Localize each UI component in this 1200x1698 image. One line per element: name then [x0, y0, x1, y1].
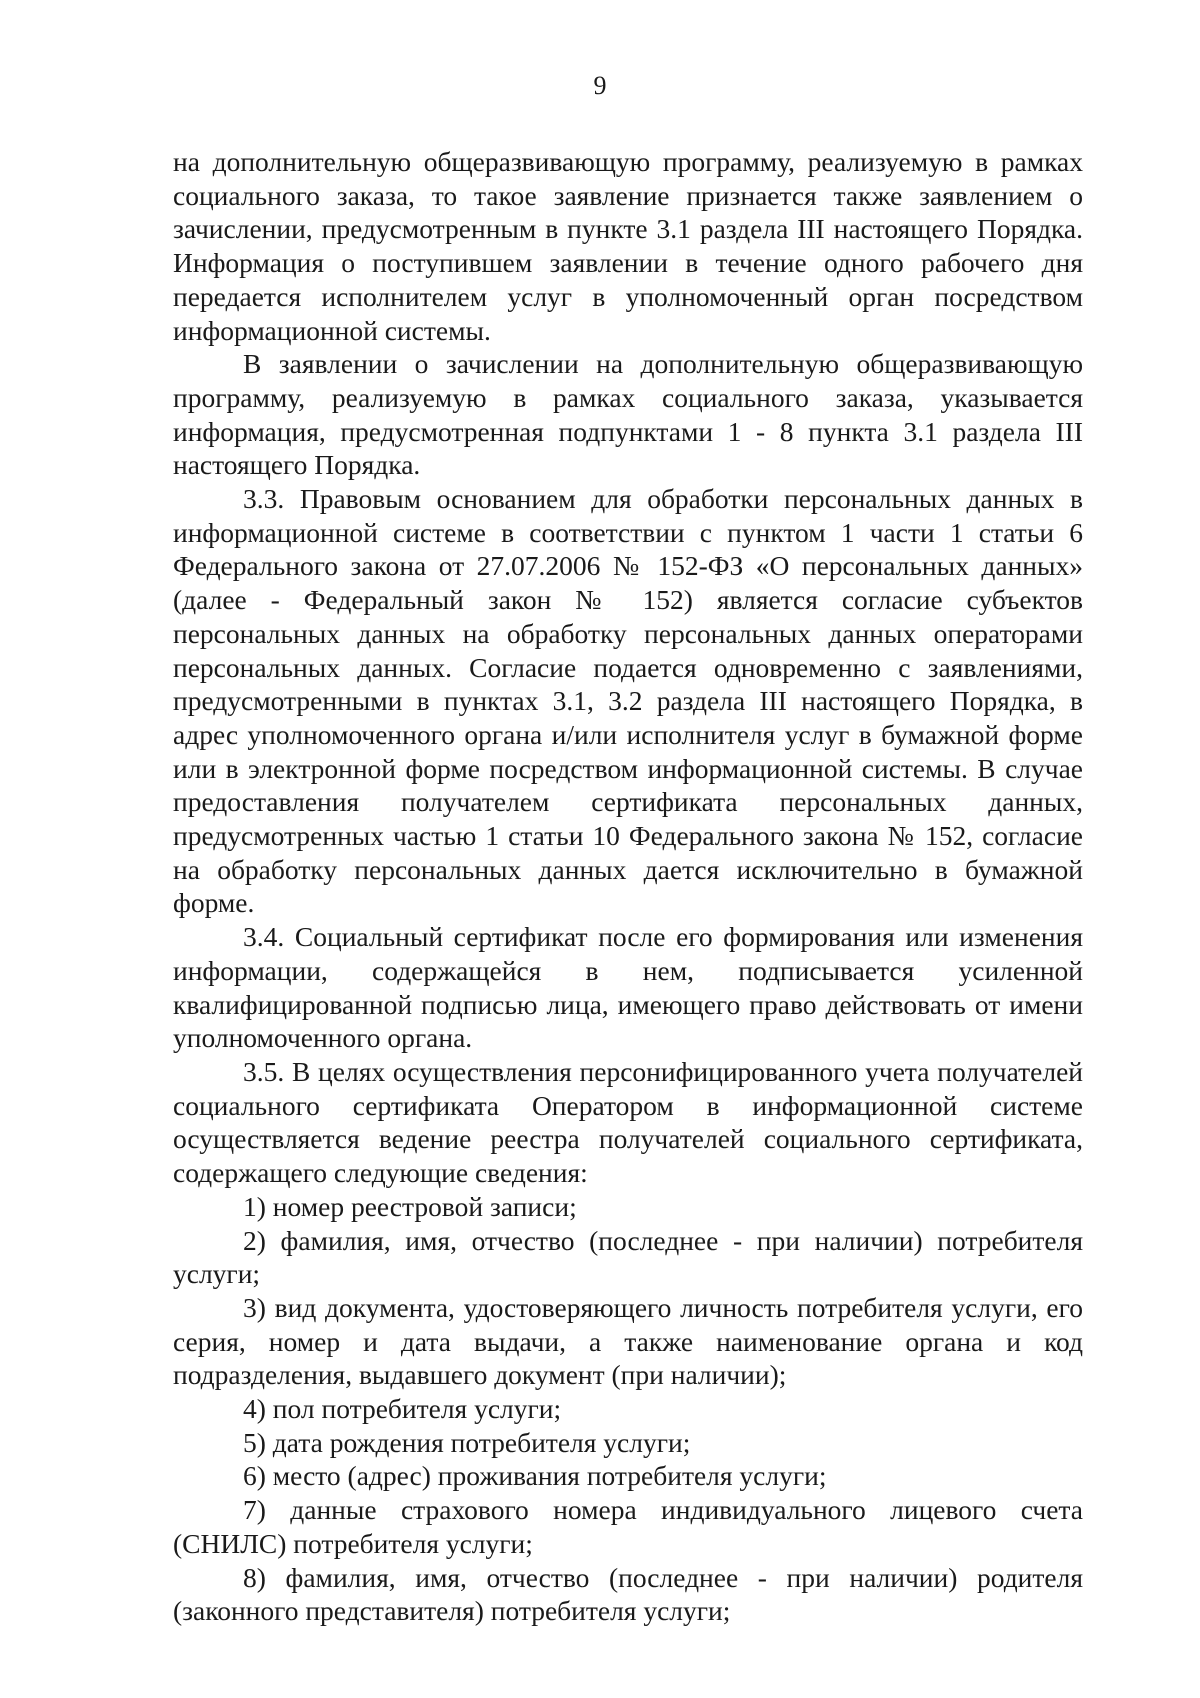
- page-number: 9: [593, 71, 607, 100]
- list-item: 1) номер реестровой записи;: [243, 1190, 577, 1222]
- list-item: 2) фамилия, имя, отчество (последнее - при наличии) потребителя услуги;: [173, 1224, 1083, 1290]
- paragraph: В заявлении о зачислении на дополнительную общеразвивающую программу, реализуемую в рамках социального заказа, указывается информация, предусмотренная подпунктами 1 - 8 пункта 3.1 раздела III настоящего Порядка.: [173, 348, 1083, 481]
- list-item: 7) данные страхового номера индивидуального лицевого счета (СНИЛС) потребителя услуги;: [173, 1494, 1083, 1559]
- paragraph: 3.5. В целях осуществления персонифицированного учета получателей социального сертификата Оператором в информационной системе осуществляется ведение реестра получателей социального сертификата, содержащего следующие сведения:: [173, 1055, 1083, 1189]
- paragraph: на дополнительную общеразвивающую программу, реализуемую в рамках социального заказа, то такое заявление признается также заявлением о зачислении, предусмотренным в пункте 3.1 раздела III настоящего Порядка. Информация о поступившем заявлении в течение одного рабочего дня передается исполнителем услуг в уполномоченный орган посредством информационной системы.: [173, 146, 1083, 346]
- list-item: 6) место (адрес) проживания потребителя услуги;: [243, 1460, 827, 1492]
- paragraph: 3.3. Правовым основанием для обработки персональных данных в информационной системе в соответствии с пунктом 1 части 1 статьи 6 Федерального закона от 27.07.2006 № 152-ФЗ «О персональных данных» (далее - Федеральный закон № 152) является согласие субъектов персональных данных на обработку персональных данных операторами персональных данных. Согласие подается одновременно с заявлениями, предусмотренными в пунктах 3.1, 3.2 раздела III настоящего Порядка, в адрес уполномоченного органа и/или исполнителя услуг в бумажной форме или в электронной форме посредством информационной системы. В случае предоставления получателем сертификата персональных данных, предусмотренных частью 1 статьи 10 Федерального закона № 152, согласие на обработку персональных данных дается исключительно в бумажной форме.: [173, 483, 1083, 919]
- document-body: [173, 145, 1083, 1628]
- list-item: 5) дата рождения потребителя услуги;: [243, 1426, 691, 1458]
- list-item: 4) пол потребителя услуги;: [243, 1393, 562, 1425]
- list-item: 3) вид документа, удостоверяющего личность потребителя услуги, его серия, номер и дата выдачи, а также наименование органа и код подразделения, выдавшего документ (при наличии);: [173, 1291, 1083, 1391]
- paragraph: 3.4. Социальный сертификат после его формирования или изменения информации, содержащейся в нем, подписывается усиленной квалифицированной подписью лица, имеющего право действовать от имени уполномоченного органа.: [173, 921, 1083, 1054]
- list-item: 8) фамилия, имя, отчество (последнее - при наличии) родителя (законного представителя) потребителя услуги;: [173, 1561, 1083, 1627]
